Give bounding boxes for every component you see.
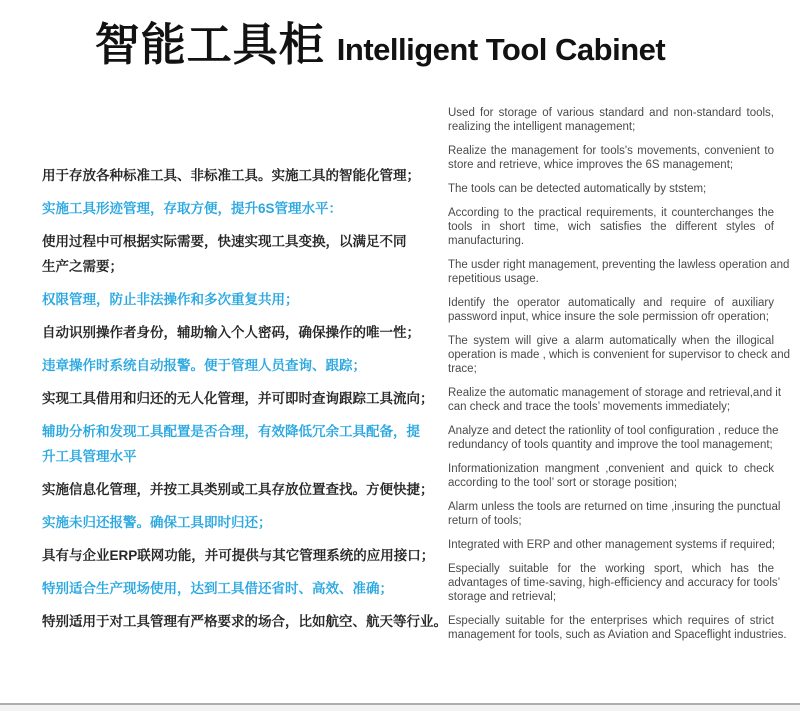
text-line: According to the practical requirements, it counterchanges the bbox=[448, 207, 774, 219]
text-line: Realize the automatic management of storage and retrieval,and it bbox=[448, 387, 782, 399]
features-list-chinese bbox=[42, 163, 454, 642]
text-line: 使用过程中可根据实际需要，快速实现工具变换，以满足不同 bbox=[42, 234, 407, 249]
feature-paragraph-en bbox=[448, 462, 774, 490]
feature-paragraph-en bbox=[448, 144, 774, 172]
feature-paragraph-en bbox=[448, 424, 779, 452]
text-line: 用于存放各种标准工具、非标准工具。实施工具的智能化管理； bbox=[42, 168, 420, 183]
text-line: tools in short time, wich satisfies the different styles of bbox=[448, 221, 774, 233]
text-line: advantages of time-saving, high-efficiency and accuracy for tools’ bbox=[448, 577, 781, 589]
feature-paragraph-en bbox=[448, 106, 774, 134]
text-line: Especially suitable for the enterprises which requires of strict bbox=[448, 615, 774, 627]
page-title bbox=[0, 14, 760, 76]
page-title-english: Intelligent Tool Cabinet bbox=[336, 32, 666, 67]
text-line: The tools can be detected automatically by ststem; bbox=[448, 183, 707, 195]
feature-paragraph-zh bbox=[42, 163, 454, 188]
text-line: store and retrieve, whice improves the 6S management; bbox=[448, 159, 734, 171]
text-line: trace; bbox=[448, 363, 477, 375]
text-line: 实现工具借用和归还的无人化管理，并可即时查询跟踪工具流向； bbox=[42, 391, 434, 406]
text-line: storage and retrieval; bbox=[448, 591, 557, 603]
feature-paragraph-zh bbox=[42, 229, 454, 279]
text-line: 实施未归还报警。确保工具即时归还； bbox=[42, 515, 272, 530]
text-line: management for tools, such as Aviation and Spaceflight industries. bbox=[448, 629, 787, 641]
text-line: Analyze and detect the rationlity of tool configuration , reduce the bbox=[448, 425, 779, 437]
feature-paragraph-zh bbox=[42, 320, 454, 345]
text-line: manufacturing. bbox=[448, 235, 525, 247]
text-line: operation is made , which is convenient for supervisor to check and bbox=[448, 349, 790, 361]
feature-paragraph-zh bbox=[42, 287, 454, 312]
feature-paragraph-en bbox=[448, 334, 790, 376]
text-line: 升工具管理水平 bbox=[42, 449, 137, 464]
feature-paragraph-zh bbox=[42, 386, 454, 411]
text-line: return of tools; bbox=[448, 515, 522, 527]
text-line: 具有与企业ERP联网功能，并可提供与其它管理系统的应用接口； bbox=[42, 548, 435, 563]
feature-paragraph-en bbox=[448, 258, 790, 286]
text-line: Informationization mangment ,convenient and quick to check bbox=[448, 463, 774, 475]
text-line: password input, whice insure the sole permission ofr operation; bbox=[448, 311, 769, 323]
text-line: 特别适合生产现场使用，达到工具借还省时、高效、准确； bbox=[42, 581, 393, 596]
page-title-chinese: 智能工具柜 bbox=[94, 19, 325, 70]
text-line: 特别适用于对工具管理有严格要求的场合，比如航空、航天等行业。 bbox=[42, 614, 447, 629]
text-line: realizing the intelligent management; bbox=[448, 121, 636, 133]
feature-paragraph-zh bbox=[42, 196, 454, 221]
feature-paragraph-zh bbox=[42, 477, 454, 502]
text-line: 辅助分析和发现工具配置是否合理，有效降低冗余工具配备，提 bbox=[42, 424, 420, 439]
text-line: 生产之需要； bbox=[42, 259, 123, 274]
feature-paragraph-en bbox=[448, 206, 774, 248]
text-line: repetitious usage. bbox=[448, 273, 539, 285]
text-line: 违章操作时系统自动报警。便于管理人员查询、跟踪； bbox=[42, 358, 366, 373]
text-line: can check and trace the tools’ movements immediately; bbox=[448, 401, 731, 413]
feature-paragraph-zh bbox=[42, 510, 454, 535]
text-line: Used for storage of various standard and non-standard tools, bbox=[448, 107, 774, 119]
page-footer-strip bbox=[0, 703, 800, 711]
text-line: 自动识别操作者身份，辅助输入个人密码，确保操作的唯一性； bbox=[42, 325, 420, 340]
text-line: Identify the operator automatically and require of auxiliary bbox=[448, 297, 774, 309]
text-line: The system will give a alarm automatically when the illogical bbox=[448, 335, 774, 347]
text-line: Integrated with ERP and other management systems if required; bbox=[448, 539, 776, 551]
feature-paragraph-zh bbox=[42, 353, 454, 378]
text-line: according to the tool’ sort or storage position; bbox=[448, 477, 678, 489]
text-line: Realize the management for tools's movements, convenient to bbox=[448, 145, 774, 157]
feature-paragraph-en bbox=[448, 296, 774, 324]
features-list-english bbox=[448, 106, 790, 652]
feature-paragraph-en bbox=[448, 538, 774, 552]
text-line: 实施工具形迹管理，存取方便，提升6S管理水平： bbox=[42, 201, 343, 216]
feature-paragraph-en bbox=[448, 614, 787, 642]
text-line: redundancy of tools quantity and improve the tool management; bbox=[448, 439, 773, 451]
feature-paragraph-en bbox=[448, 386, 782, 414]
feature-paragraph-en bbox=[448, 562, 781, 604]
feature-paragraph-zh bbox=[42, 609, 454, 634]
feature-paragraph-zh bbox=[42, 576, 454, 601]
text-line: The usder right management, preventing the lawless operation and bbox=[448, 259, 790, 271]
text-line: 实施信息化管理，并按工具类别或工具存放位置查找。方便快捷； bbox=[42, 482, 434, 497]
feature-paragraph-en bbox=[448, 182, 774, 196]
text-line: Especially suitable for the working sport, which has the bbox=[448, 563, 774, 575]
feature-paragraph-zh bbox=[42, 543, 454, 568]
feature-paragraph-zh bbox=[42, 419, 454, 469]
feature-paragraph-en bbox=[448, 500, 781, 528]
text-line: Alarm unless the tools are returned on time ,insuring the punctual bbox=[448, 501, 781, 513]
text-line: 权限管理，防止非法操作和多次重复共用； bbox=[42, 292, 299, 307]
